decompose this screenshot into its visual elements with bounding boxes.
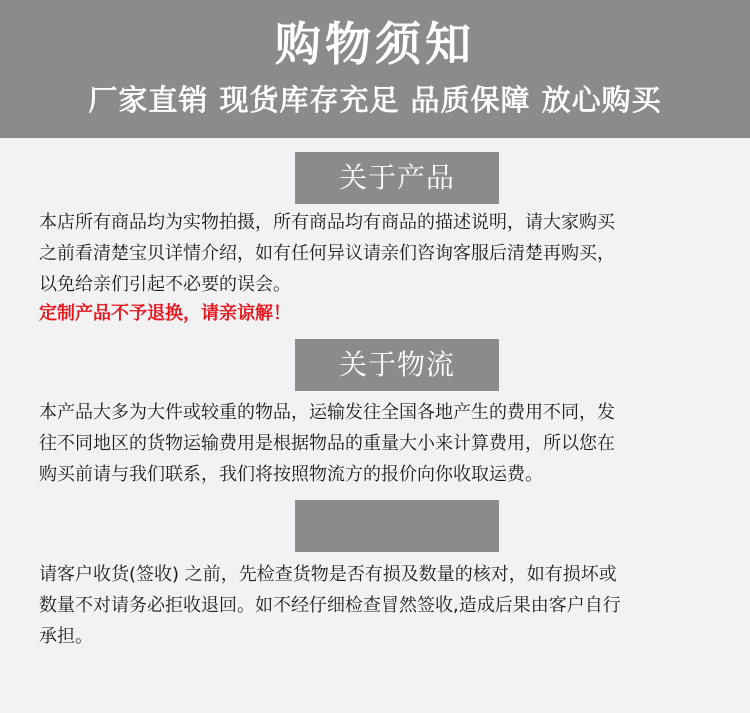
section-tab-logistics: 关于物流 [295,339,499,391]
header-banner [0,0,750,138]
section-body-logistics [39,397,719,490]
section-body-product [39,207,719,300]
text-line: 本店所有商品均为实物拍摄，所有商品均有商品的描述说明，请大家购买 [39,212,615,233]
custom-product-notice: 定制产品不予退换，请亲谅解！ [39,303,291,324]
text-line: 本产品大多为大件或较重的物品，运输发往全国各地产生的费用不同，发 [39,402,615,423]
page-subtitle: 厂家直销 现货库存充足 品质保障 放心购买 [88,83,662,117]
section-body-receipt [39,559,719,652]
text-line: 承担。 [39,626,93,647]
text-line: 往不同地区的货物运输费用是根据物品的重量大小来计算费用，所以您在 [39,433,615,454]
page-title: 购物须知 [275,17,475,71]
text-line: 请客户收货(签收) 之前，先检查货物是否有损及数量的核对，如有损坏或 [39,564,617,585]
text-line: 数量不对请务必拒收退回。如不经仔细检查冒然签收,造成后果由客户自行 [39,595,621,616]
text-line: 购买前请与我们联系，我们将按照物流方的报价向你收取运费。 [39,464,543,485]
section-tab-receipt [295,500,499,552]
text-line: 以免给亲们引起不必要的误会。 [39,274,291,295]
text-line: 之前看清楚宝贝详情介绍，如有任何异议请亲们咨询客服后清楚再购买， [39,243,615,264]
section-tab-product: 关于产品 [295,152,499,204]
